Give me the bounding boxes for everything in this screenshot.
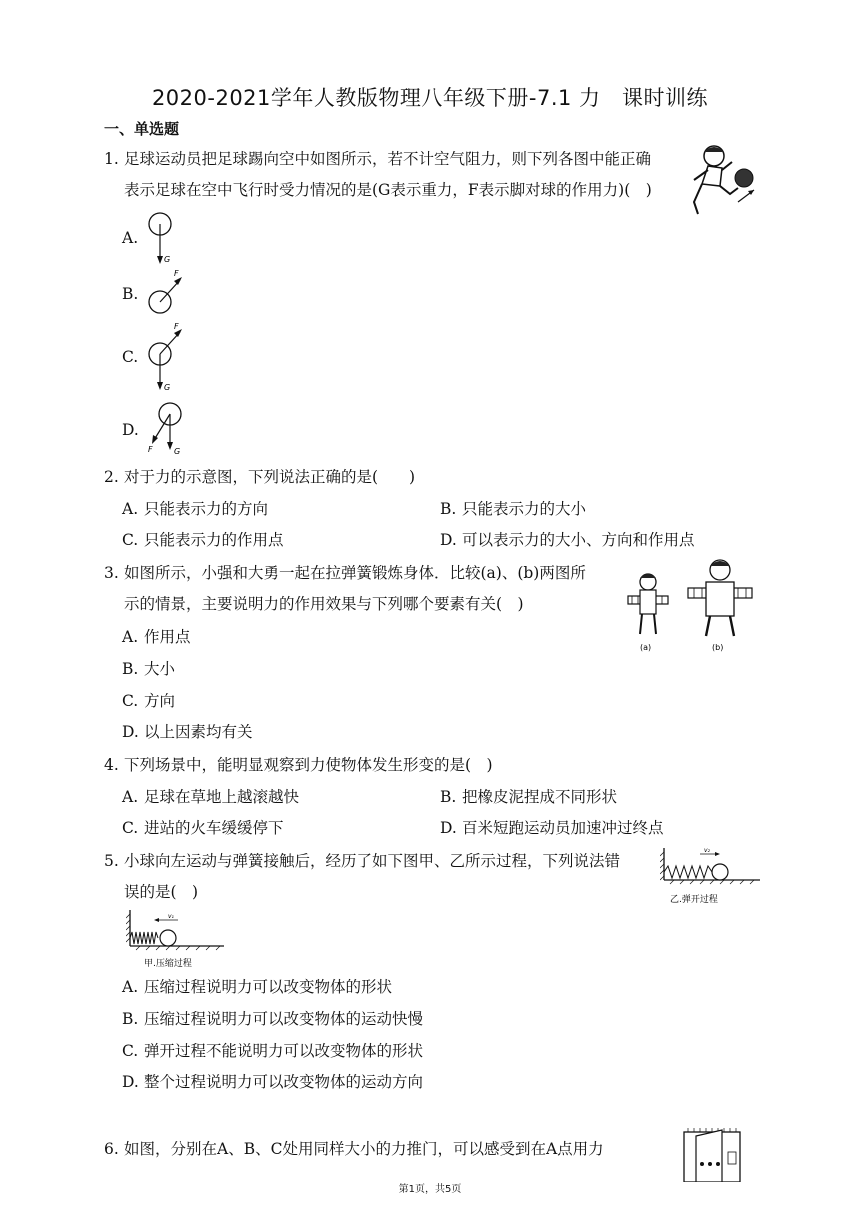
option-d[interactable]: D. [122, 421, 139, 439]
option-a[interactable]: A. 作用点 [122, 628, 191, 646]
force-diagram-c [146, 320, 190, 394]
question-number: 3. [104, 564, 119, 582]
figure-caption: 甲.压缩过程 [144, 959, 192, 969]
option-d[interactable]: D. 百米短跑运动员加速冲过终点 [440, 819, 664, 837]
figure-label-a: (a) [640, 643, 652, 652]
option-a[interactable]: A. [122, 229, 139, 247]
question-text-line: 下列场景中，能明显观察到力使物体发生形变的是( ) [124, 756, 493, 774]
force-label: G [174, 447, 181, 456]
force-label: F [174, 269, 179, 278]
spring-compress-figure [126, 908, 230, 970]
section-heading: 一、单选题 [104, 120, 180, 138]
figure-label-b: (b) [712, 643, 724, 652]
option-b[interactable]: B. 把橡皮泥捏成不同形状 [440, 788, 618, 806]
question-text-line: 对于力的示意图，下列说法正确的是( ) [124, 468, 416, 486]
question-number: 1. [104, 150, 119, 168]
question-text-line: 示的情景，主要说明力的作用效果与下列哪个要素有关( ) [124, 595, 524, 613]
option-b[interactable]: B. 只能表示力的大小 [440, 500, 587, 518]
question-text-line: 小球向左运动与弹簧接触后，经历了如下图甲、乙所示过程，下列说法错 [124, 852, 621, 870]
option-d[interactable]: D. 以上因素均有关 [122, 723, 253, 741]
spring-pull-figure [618, 556, 768, 656]
force-diagram-d [144, 400, 194, 458]
option-a[interactable]: A. 只能表示力的方向 [122, 500, 269, 518]
page-title: 2020-2021学年人教版物理八年级下册-7.1 力 课时训练 [151, 86, 709, 110]
force-diagram-b [146, 266, 190, 320]
question-text-line: 表示足球在空中飞行时受力情况的是(G表示重力，F表示脚对球的作用力)( ) [124, 181, 652, 199]
spring-release-figure [660, 846, 764, 906]
option-b[interactable]: B. 压缩过程说明力可以改变物体的运动快慢 [122, 1010, 424, 1028]
question-text-line: 足球运动员把足球踢向空中如图所示，若不计空气阻力，则下列各图中能正确 [124, 150, 652, 168]
option-b[interactable]: B. [122, 285, 139, 303]
door-figure [682, 1126, 762, 1182]
question-number: 6. [104, 1140, 119, 1158]
option-d[interactable]: D. 整个过程说明力可以改变物体的运动方向 [122, 1073, 424, 1091]
option-a[interactable]: A. 足球在草地上越滚越快 [122, 788, 300, 806]
option-c[interactable]: C. 进站的火车缓缓停下 [122, 819, 284, 837]
velocity-label: v₂ [704, 847, 710, 854]
velocity-label: v₁ [168, 913, 174, 920]
soccer-kick-figure [680, 140, 760, 224]
question-text-line: 如图，分别在A、B、C处用同样大小的力推门，可以感受到在A点用力 [124, 1140, 604, 1158]
question-number: 2. [104, 468, 119, 486]
option-b[interactable]: B. 大小 [122, 660, 176, 678]
page-footer: 第1页，共5页 [398, 1184, 462, 1195]
force-label: G [164, 383, 171, 392]
force-label: G [164, 255, 171, 264]
option-c[interactable]: C. 只能表示力的作用点 [122, 531, 284, 549]
question-text-line: 误的是( ) [124, 883, 199, 901]
option-d[interactable]: D. 可以表示力的大小、方向和作用点 [440, 531, 695, 549]
option-a[interactable]: A. 压缩过程说明力可以改变物体的形状 [122, 978, 393, 996]
question-number: 4. [104, 756, 119, 774]
force-diagram-a [146, 210, 186, 268]
figure-caption: 乙.弹开过程 [670, 895, 718, 905]
force-label: F [148, 445, 153, 454]
option-c[interactable]: C. 方向 [122, 692, 176, 710]
option-c[interactable]: C. 弹开过程不能说明力可以改变物体的形状 [122, 1042, 424, 1060]
force-label: F [174, 322, 179, 331]
question-text-line: 如图所示，小强和大勇一起在拉弹簧锻炼身体．比较(a)、(b)两图所 [124, 564, 586, 582]
question-number: 5. [104, 852, 119, 870]
option-c[interactable]: C. [122, 348, 139, 366]
